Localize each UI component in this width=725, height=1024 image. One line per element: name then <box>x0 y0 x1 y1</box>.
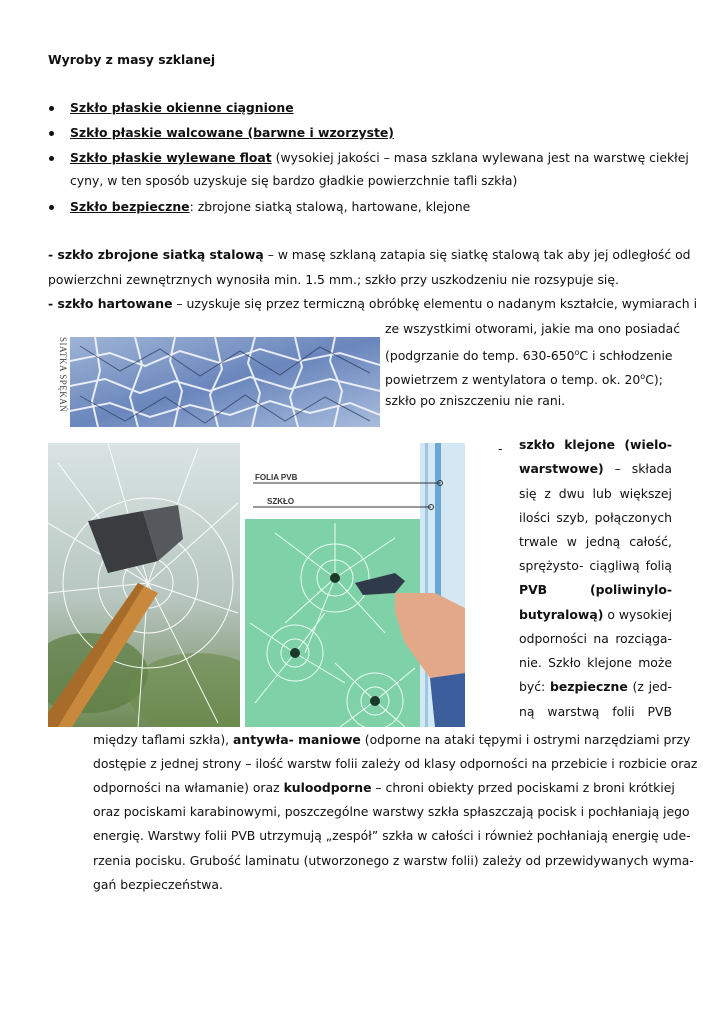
paragraph-line: się z dwu lub większej <box>519 486 672 501</box>
paragraph-line: warstwowe) – składa <box>519 461 672 476</box>
list-item <box>70 99 294 116</box>
paragraph-zbrojone <box>48 246 691 263</box>
list-item <box>70 124 394 141</box>
list-item-text: (wysokiej jakości – masa szklana wylewana jest na warstwę ciekłej <box>271 150 689 165</box>
hammer-glass-photo <box>48 443 240 727</box>
paragraph-line: między taflami szkła), antywła- maniowe (odporne na ataki tępymi i ostrymi narzędziami przy <box>93 732 691 747</box>
hammer-image <box>48 443 240 727</box>
label-szklo: SZKŁO <box>267 497 295 506</box>
paragraph-text: ze wszystkimi otworami, jakie ma ono posiadać <box>385 321 681 336</box>
bullet-glass-image <box>245 443 465 727</box>
paragraph-line: energię. Warstwy folii PVB utrzymują „zespół” szkła w całości i również pochłaniają energię ude- <box>93 828 691 843</box>
paragraph-line: oraz pociskami karabinowymi, poszczególne warstwy szkła spłaszczają pocisk i pochłaniają jego <box>93 804 690 819</box>
paragraph-text: – uzyskuje się przez termiczną obróbkę elementu o nadanym kształcie, wymiarach i <box>172 296 698 311</box>
paragraph-line: odporności na rozciąga- <box>519 631 672 646</box>
degree-sup: o <box>574 348 580 357</box>
bullet-marker <box>49 131 54 136</box>
degree-sup: o <box>640 372 646 381</box>
paragraph-line: butyralową) o wysokiej <box>519 607 673 622</box>
paragraph-line: trwale w jedną całość, <box>519 534 672 549</box>
paragraph-line: ną warstwą folii PVB <box>519 704 672 719</box>
page-title: Wyroby z masy szklanej <box>48 52 216 67</box>
paragraph-text: powierzchni zewnętrznych wynosiła min. 1.5 mm.; szkło przy uszkodzeniu nie rozsypuje się. <box>48 272 619 287</box>
bullet-marker <box>49 205 54 210</box>
paragraph-text: – w masę szklaną zatapia się siatkę stalową tak aby jej odległość od <box>263 247 691 262</box>
paragraph-text: szkło po zniszczeniu nie rani. <box>385 393 566 408</box>
bullet-marker <box>49 106 54 111</box>
list-item <box>70 149 689 166</box>
paragraph-line: odporności na włamanie) oraz kuloodporne – chroni obiekty przed pociskami z broni krótkiej <box>93 780 675 795</box>
cracked-glass-image <box>50 331 380 431</box>
paragraph-line: dostępie z jednej strony – ilość warstw folii zależy od klasy odporności na przebicie i rozbicie oraz <box>93 756 698 771</box>
list-item-bold: Szkło bezpieczne <box>70 199 190 214</box>
list-item-bold: Szkło płaskie walcowane (barwne i wzorzyste) <box>70 125 394 140</box>
list-item-bold: Szkło płaskie okienne ciągnione <box>70 100 294 115</box>
list-item <box>70 198 470 215</box>
tempered-glass-photo <box>50 331 380 431</box>
paragraph-line: być: bezpieczne (z jed- <box>519 679 673 694</box>
paragraph-line: nie. Szkło klejone może <box>519 655 672 670</box>
paragraph-hartowane <box>48 295 697 312</box>
paragraph-line: gań bezpieczeństwa. <box>93 877 223 892</box>
laminated-glass-diagram <box>245 443 465 727</box>
label-folia-pvb: FOLIA PVB <box>255 473 298 482</box>
list-item-continuation: cyny, w ten sposób uzyskuje się bardzo gładkie powierzchnie tafli szkła) <box>70 173 518 188</box>
paragraph-line: sprężysto- ciągliwą folią <box>519 558 672 573</box>
list-item-bold: Szkło płaskie wylewane float <box>70 150 272 165</box>
term-bold: - szkło zbrojone siatką stalową <box>48 247 264 262</box>
paragraph-line: szkło klejone (wielo- <box>519 437 672 452</box>
bullet-marker <box>49 156 54 161</box>
term-bold: - szkło hartowane <box>48 296 173 311</box>
paragraph-line: PVB (poliwinylo- <box>519 582 672 597</box>
dash-marker: - <box>498 441 503 456</box>
paragraph-text: powietrzem z wentylatora o temp. ok. 20$^o$C); <box>385 372 663 387</box>
paragraph-text: (podgrzanie do temp. 630-650$^o$C i schłodzenie <box>385 348 673 363</box>
image-caption: SIATKA SPĘKAŃ <box>58 337 68 413</box>
list-item-text: : zbrojone siatką stalową, hartowane, klejone <box>189 199 471 214</box>
paragraph-line: ilości szyb, połączonych <box>519 510 672 525</box>
paragraph-line: rzenia pocisku. Grubość laminatu (utworzonego z warstw folii) zależy od przewidywanych wyma- <box>93 853 694 868</box>
